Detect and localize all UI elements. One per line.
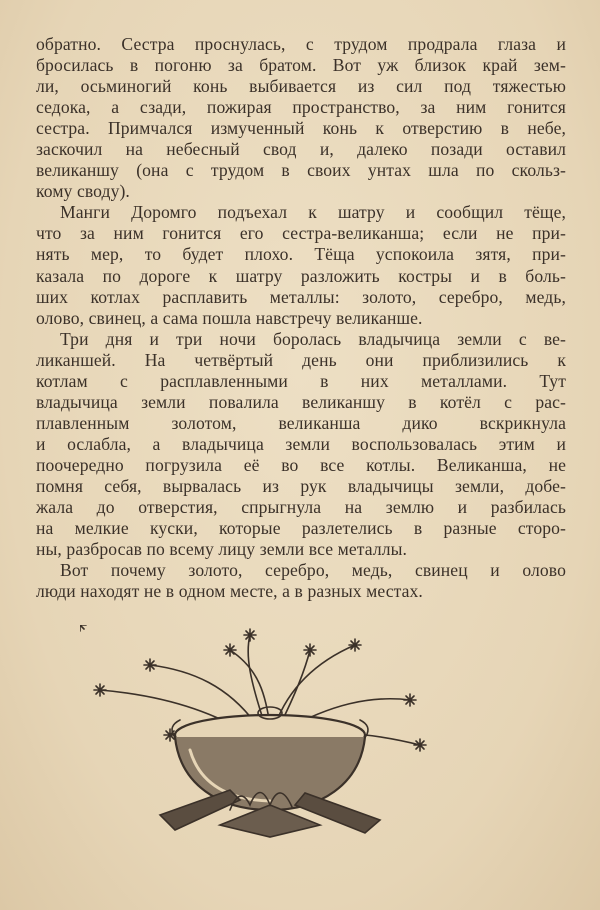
text-line: казала по дороге к шатру разложить костры и в боль- xyxy=(36,265,566,286)
text-line: великаншу (она с трудом в своих унтах шла по скольз- xyxy=(36,160,566,181)
text-line: седока, а сзади, пожирая пространство, за ним гонится xyxy=(36,97,566,118)
text-line: ликаншей. На четвёртый день они приблизились к xyxy=(36,349,566,370)
text-line: плавленным золотом, великанша дико вскрикнула xyxy=(36,412,566,433)
text-line: и ослабла, а владычица земли воспользовалась этим и xyxy=(36,433,566,454)
text-line: ших котлах расплавить металлы: золото, серебро, медь, xyxy=(36,286,566,307)
cauldron-illustration xyxy=(80,625,440,840)
text-line: кому своду). xyxy=(36,181,130,202)
text-line: люди находят не в одном месте, а в разных местах. xyxy=(36,581,423,602)
text-line: заскочил на небесный свод и, далеко позади оставил xyxy=(36,139,566,160)
text-line: на мелкие куски, которые разлетелись в разные сторо- xyxy=(36,518,566,539)
text-line: поочередно погрузила её во все котлы. Великанша, не xyxy=(36,454,566,475)
text-line: помня себя, вырвалась из рук владычицы земли, добе- xyxy=(36,475,566,496)
text-line: Вот почему золото, серебро, медь, свинец и олово xyxy=(60,560,566,581)
text-line: владычица земли повалила великаншу в котёл с рас- xyxy=(36,391,566,412)
text-line: что за ним гонится его сестра-великанша; если не при- xyxy=(36,223,566,244)
text-line: Манги Доромго подъехал к шатру и сообщил тёще, xyxy=(60,202,566,223)
text-line: котлам с расплавленными в них металлами. Тут xyxy=(36,370,566,391)
text-line: ны, разбросав по всему лицу земли все металлы. xyxy=(36,539,408,560)
story-text xyxy=(36,34,566,602)
text-line: сестра. Примчался измученный конь к отверстию в небе, xyxy=(36,118,566,139)
text-line: Три дня и три ночи боролась владычица земли с ве- xyxy=(60,328,566,349)
text-line: олово, свинец, а сама пошла навстречу великанше. xyxy=(36,307,423,328)
text-line: нять мер, то будет плохо. Тёща успокоила зятя, при- xyxy=(36,244,566,265)
text-line: жала до отверстия, спрыгнула на землю и разбилась xyxy=(36,497,566,518)
text-line: обратно. Сестра проснулась, с трудом продрала глаза и xyxy=(36,34,566,54)
text-line: бросилась в погоню за братом. Вот уж близок край зем- xyxy=(36,55,566,76)
text-line: ли, осьминогий конь выбивается из сил под тяжестью xyxy=(36,76,566,97)
